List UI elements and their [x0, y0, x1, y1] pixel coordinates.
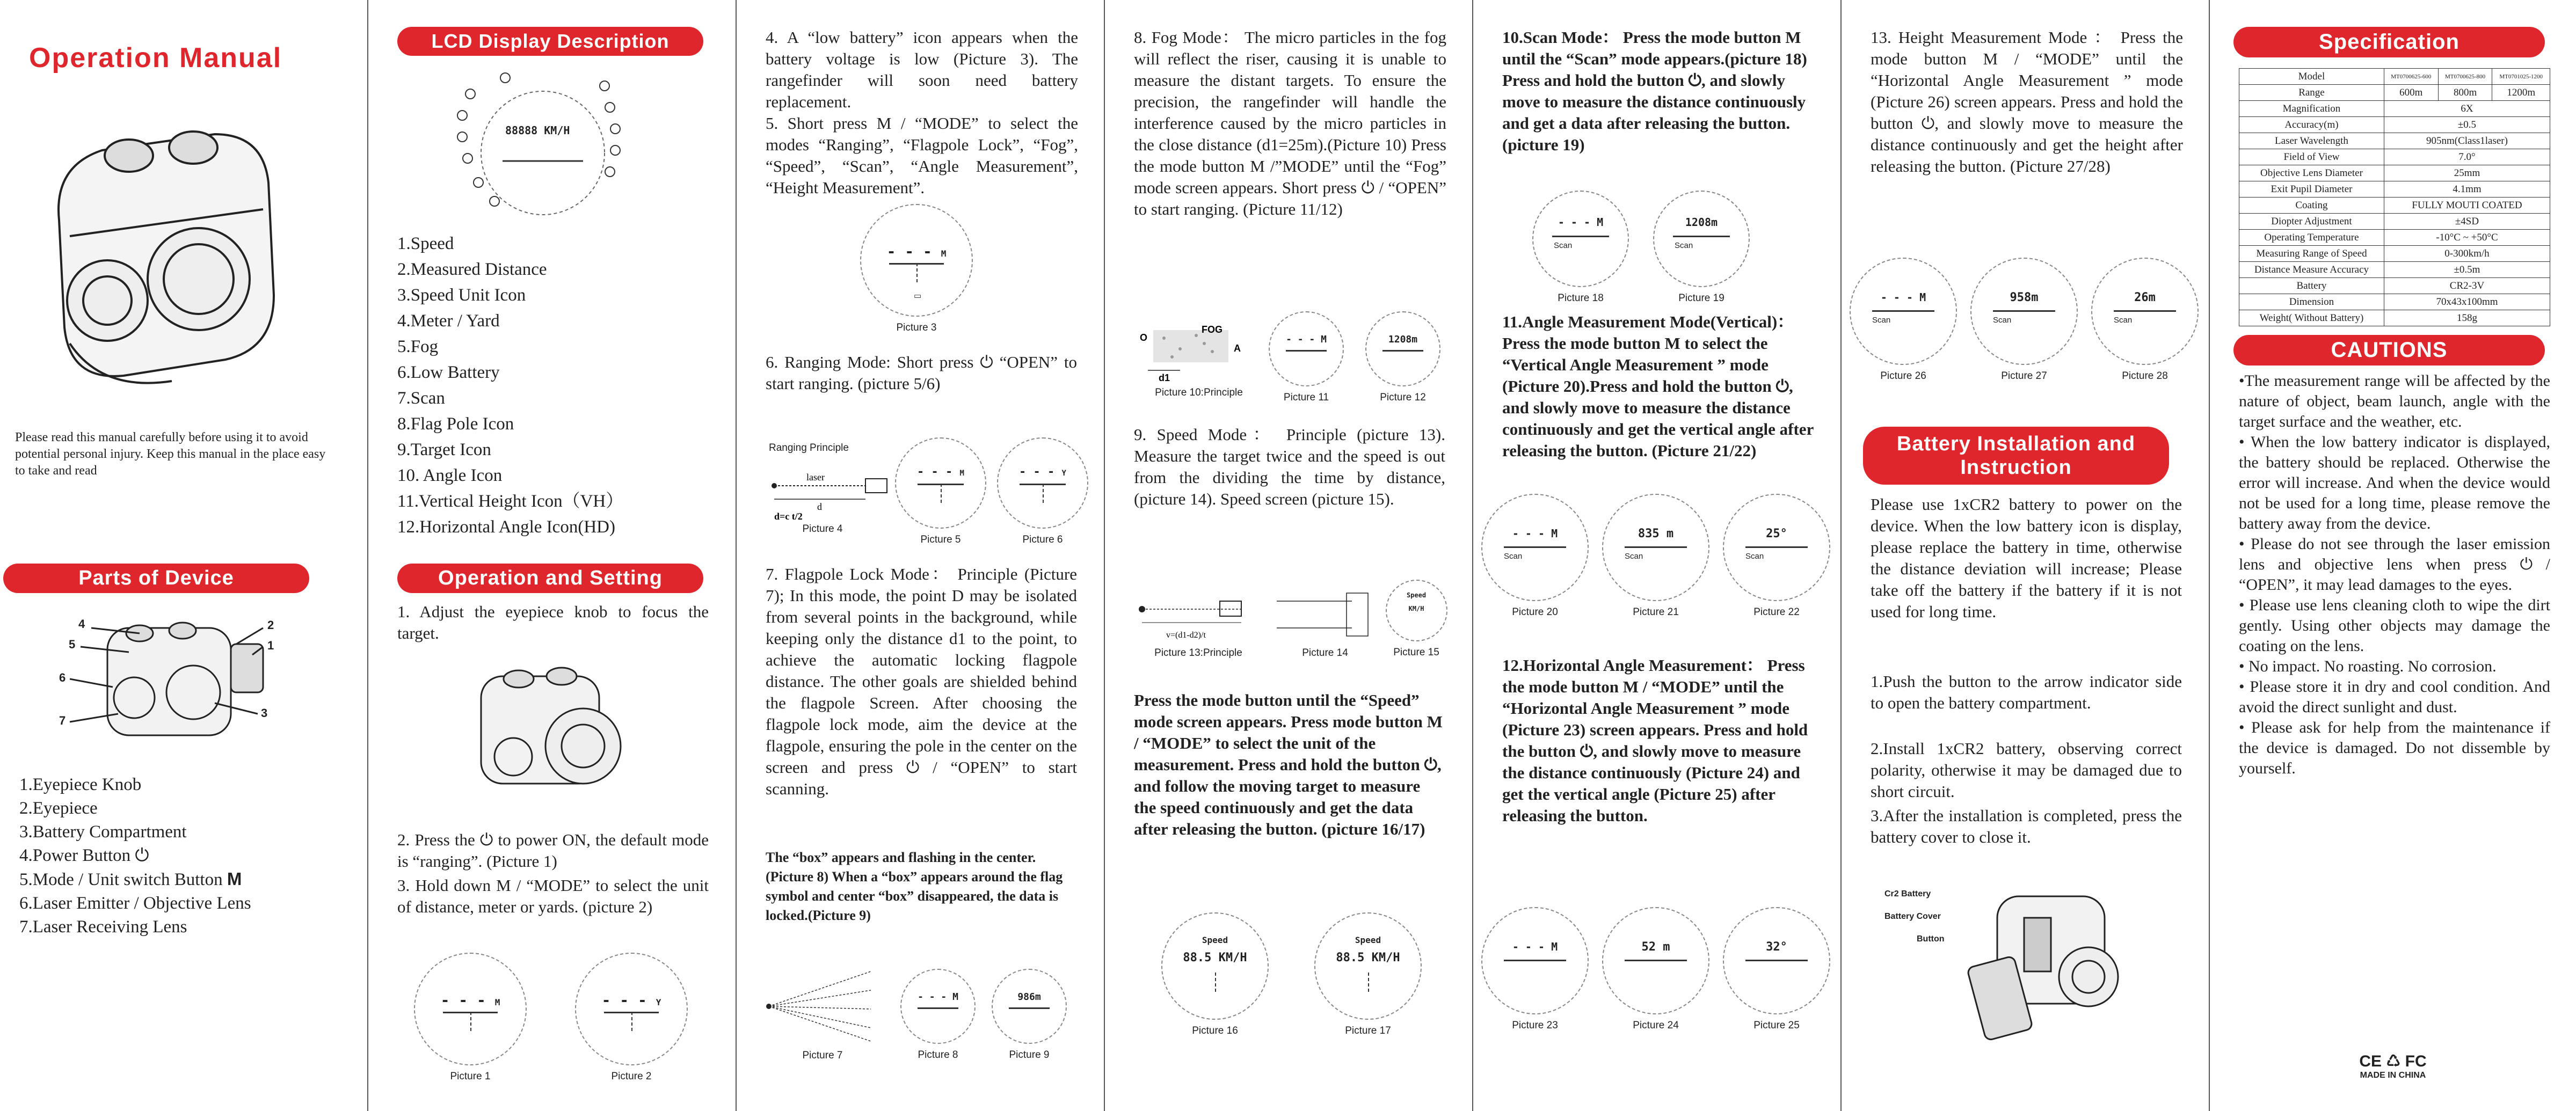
- picture-caption: Picture 14: [1302, 647, 1348, 659]
- spec-table: [2239, 68, 2550, 326]
- parts-diagram: [59, 612, 290, 757]
- picture-caption: Picture 4: [802, 523, 843, 535]
- formula: d=c t/2: [774, 511, 803, 521]
- panel-cover: [0, 0, 368, 1111]
- device-illustration: [38, 102, 285, 403]
- lcd-screen: 835 m Scan: [1602, 494, 1709, 601]
- table-row: Battery CR2-3V: [2239, 278, 2550, 294]
- step-13: 13. Height Measurement Mode ： Press the mode button M / “MODE” until the “Horizontal Angle Measurement ” mode (Picture 26) screen appears. Press and hold the button ⏻, and slowly move to measure the distance continuously and get the height after releasing the button. (Picture 27/28): [1871, 28, 2183, 176]
- lcd-screen: 26m Scan: [2091, 258, 2199, 365]
- picture-10: [1137, 319, 1261, 399]
- picture-caption: Picture 28: [2122, 370, 2168, 382]
- picture-23: [1479, 907, 1591, 1032]
- list-item: 9.Target Icon: [397, 440, 491, 459]
- picture-caption: Picture 19: [1678, 293, 1724, 304]
- step-10: 10.Scan Mode： Press the mode button M until the “Scan” mode appears.(picture 18) Press and hold the button ⏻, and slowly move to measure the distance continuously and get a data after releasing the button.(picture 19): [1502, 28, 1807, 154]
- lcd-readout: 88888 KM/H: [505, 124, 570, 137]
- speed-formula: v=(d1-d2)/t: [1166, 631, 1206, 640]
- battery-text: Please use 1xCR2 battery to power on the device. When the low battery icon is display, please replace the battery in time, otherwise the distance deviation will increase; Please take off the battery if the battery if it is not used for long time.: [1871, 495, 2182, 621]
- speed-measure-diagram: [1271, 585, 1379, 644]
- lcd-screen: - - - M Scan: [1481, 494, 1589, 601]
- lcd-screen: - - - Y: [997, 437, 1088, 529]
- step-1: 1. Adjust the eyepiece knob to focus the target.: [397, 602, 709, 642]
- table-row: Model MT0700625-600 MT0700625-800 MT0701025-1200: [2239, 69, 2550, 85]
- lcd-screen: 32°: [1723, 907, 1830, 1014]
- list-item: • No impact. No roasting. No corrosion.: [2239, 657, 2497, 675]
- fog-label: FOG: [1202, 324, 1222, 335]
- lcd-screen: - - - Y: [575, 953, 688, 1065]
- table-row: Coating FULLY MOUTI COATED: [2239, 198, 2550, 214]
- table-row: Operating Temperature -10°C ~ +50°C: [2239, 230, 2550, 246]
- lcd-screen: 1208m Scan: [1653, 191, 1750, 287]
- picture-caption: Picture 1: [450, 1071, 491, 1082]
- picture-19: [1650, 191, 1752, 304]
- picture-8: [898, 969, 978, 1061]
- picture-caption: Picture 6: [1022, 534, 1063, 545]
- panel-fog-speed: [1105, 0, 1473, 1111]
- picture-3: [855, 204, 978, 334]
- lcd-screen: Speed 88.5 KM/H: [1314, 912, 1422, 1020]
- list-item: 3.Battery Compartment: [19, 822, 187, 842]
- lcd-screen: - - - M Scan: [1850, 258, 1957, 365]
- picture-12: [1363, 311, 1443, 404]
- picture-17: [1312, 912, 1424, 1037]
- step-2: 2. Press the ⏻ to power ON, the default mode is “ranging”. (Picture 1): [397, 830, 709, 871]
- lcd-screen: - - - M: [1269, 311, 1344, 386]
- step-11: 11.Angle Measurement Mode(Vertical)： Press the mode button M to select the “Vertical Angle Measurement ” mode (Picture 20).Press and hold the button ⏻, and slowly move to measure the distance continuously and get the vertical angle after releasing the button. (Picture 21/22): [1502, 312, 1814, 460]
- list-item: • Please ask for help from the maintenance if the device is damaged. Do not dissemble by yourself.: [2239, 719, 2550, 777]
- list-item: 10. Angle Icon: [397, 466, 503, 485]
- lcd-screen: - - - M: [900, 969, 976, 1044]
- table-row: Range 600m 800m 1200m: [2239, 85, 2550, 101]
- picture-caption: Picture 12: [1380, 392, 1426, 403]
- picture-11: [1266, 311, 1347, 404]
- step-3: 3. Hold down M / “MODE” to select the unit of distance, meter or yards. (picture 2): [397, 876, 709, 916]
- list-item: 11.Vertical Height Icon（VH）: [397, 492, 624, 511]
- lcd-items-list: [397, 231, 623, 540]
- picture-25: [1720, 907, 1833, 1032]
- list-item: 4.Meter / Yard: [397, 311, 500, 331]
- callout-1: 1: [267, 639, 274, 652]
- picture-caption: Picture 15: [1393, 647, 1439, 658]
- list-item: 2.Eyepiece: [19, 799, 98, 818]
- picture-caption: Picture 3: [896, 322, 937, 333]
- panel-height-battery: [1842, 0, 2210, 1111]
- fog-o-label: O: [1140, 332, 1148, 343]
- picture-caption: Picture 11: [1283, 392, 1329, 403]
- lcd-diagram: [454, 70, 631, 225]
- picture-27: [1968, 258, 2080, 382]
- cautions-heading: CAUTIONS: [2233, 335, 2545, 366]
- picture-caption: Picture 20: [1512, 606, 1558, 618]
- table-row: Distance Measure Accuracy ±0.5m: [2239, 262, 2550, 278]
- low-battery-icon: ▭: [914, 291, 922, 301]
- picture-caption: Picture 2: [611, 1071, 652, 1082]
- callout-5: 5: [69, 638, 76, 651]
- label-cr2-battery: Cr2 Battery: [1884, 889, 1931, 898]
- lcd-screen: 986m: [992, 969, 1067, 1044]
- picture-2: [572, 953, 690, 1083]
- ranging-principle-diagram: [769, 456, 892, 521]
- picture-caption: Picture 26: [1880, 370, 1926, 382]
- list-item: 8.Flag Pole Icon: [397, 414, 514, 434]
- safety-note: Please read this manual carefully before using it to avoid potential personal injury. Keep this manual in the place easy to take and read: [15, 430, 326, 478]
- table-row: Accuracy(m) ±0.5: [2239, 117, 2550, 133]
- picture-6: [994, 437, 1091, 546]
- list-item: 6.Laser Emitter / Objective Lens: [19, 894, 251, 913]
- picture-9: [989, 969, 1069, 1061]
- list-item: • Please use lens cleaning cloth to wipe the dirt gently. Using other objects may damage the coating on the lens.: [2239, 596, 2550, 655]
- table-row: Laser Wavelength 905nm(Class1laser): [2239, 133, 2550, 149]
- label-battery-cover: Battery Cover: [1884, 912, 1941, 921]
- list-item: 7.Laser Receiving Lens: [19, 917, 187, 937]
- list-item: 1.Speed: [397, 234, 454, 253]
- panel-spec-cautions: [2210, 0, 2576, 1111]
- spec-heading: Specification: [2233, 27, 2545, 57]
- fog-principle-diagram: [1137, 319, 1261, 384]
- picture-13: [1134, 585, 1263, 659]
- manual-title: Operation Manual: [29, 42, 282, 74]
- picture-caption: Picture 5: [920, 534, 961, 545]
- picture-caption: Picture 23: [1512, 1020, 1558, 1031]
- mode-m-icon: M: [227, 869, 242, 889]
- speed-instructions: Press the mode button until the “Speed” mode screen appears. Press mode button M / “MODE” to select the unit of the measurement. Press and hold the button ⏻, and follow the moving target to measure the speed continuously and get the data after releasing the button. (picture 16/17): [1134, 691, 1443, 838]
- laser-label: laser: [806, 472, 825, 483]
- battery-heading: Battery Installation and Instruction: [1863, 427, 2169, 485]
- lcd-screen: - - - M: [414, 953, 527, 1065]
- picture-18: [1530, 191, 1632, 304]
- battery-device-illustration: [1965, 886, 2137, 1047]
- list-item: 7.Scan: [397, 389, 445, 408]
- picture-caption: Picture 27: [2001, 370, 2047, 382]
- lcd-screen: - - - M ▭: [860, 204, 973, 317]
- picture-caption: Picture 16: [1192, 1025, 1238, 1036]
- picture-caption: Picture 13:Principle: [1154, 647, 1242, 659]
- panel-modes: [737, 0, 1105, 1111]
- list-item: 5.Fog: [397, 337, 439, 356]
- table-row: Measuring Range of Speed 0-300km/h: [2239, 246, 2550, 262]
- picture-22: [1720, 494, 1833, 618]
- ranging-principle-label: Ranging Principle: [769, 442, 849, 454]
- table-row: Weight( Without Battery) 158g: [2239, 310, 2550, 326]
- callout-2: 2: [267, 618, 274, 632]
- picture-24: [1599, 907, 1712, 1032]
- step-5: 5. Short press M / “MODE” to select the modes “Ranging”, “Flagpole Lock”, “Fog”, “Speed”, “Scan”, “Angle Measurement”, “Height Measurement”.: [766, 114, 1078, 197]
- parts-heading: Parts of Device: [3, 564, 309, 593]
- certification-block: [2210, 1052, 2576, 1080]
- table-row: Exit Pupil Diameter 4.1mm: [2239, 181, 2550, 198]
- battery-labels: [1884, 883, 1945, 951]
- table-row: Field of View 7.0°: [2239, 149, 2550, 165]
- list-item: 12.Horizontal Angle Icon(HD): [397, 517, 615, 537]
- picture-caption: Picture 24: [1633, 1020, 1679, 1031]
- speed-label: Speed: [1202, 935, 1228, 945]
- picture-caption: Picture 21: [1633, 606, 1679, 618]
- fog-d1-label: d1: [1159, 372, 1170, 383]
- label-button: Button: [1917, 934, 1945, 944]
- panel-lcd: [368, 0, 737, 1111]
- list-item: 4.Power Button ⏻: [19, 846, 149, 865]
- table-row: Objective Lens Diameter 25mm: [2239, 165, 2550, 181]
- speed-label: Speed: [1355, 935, 1381, 945]
- device-side-illustration: [460, 644, 637, 821]
- picture-14: [1271, 585, 1379, 659]
- step-7-bold: The “box” appears and flashing in the center.(Picture 8) When a “box” appears around the flag symbol and center “box” disappeared, the data is locked.(Picture 9): [766, 850, 1063, 923]
- power-icon: ⏻: [135, 846, 149, 865]
- list-item: 2.Measured Distance: [397, 260, 547, 279]
- lcd-screen: 52 m: [1602, 907, 1709, 1014]
- callout-7: 7: [59, 714, 66, 727]
- lcd-screen: Speed 88.5 KM/H: [1161, 912, 1269, 1020]
- step-12: 12.Horizontal Angle Measurement： Press the mode button M / “MODE” until the “Horizontal Angle Measurement ” mode (Picture 23) screen appears. Press and hold the button ⏻, and slowly move to measure the distance continuously (Picture 24) and get the vertical angle (Picture 25) after releasing the button.: [1502, 656, 1808, 825]
- picture-caption: Picture 10:Principle: [1155, 387, 1243, 398]
- operation-heading: Operation and Setting: [397, 564, 703, 593]
- step-6: 6. Ranging Mode: Short press ⏻ “OPEN” to start ranging. (picture 5/6): [766, 353, 1077, 393]
- picture-28: [2089, 258, 2201, 382]
- lcd-screen: 958m Scan: [1970, 258, 2078, 365]
- lcd-screen: 1208m: [1365, 311, 1440, 386]
- fog-a-label: A: [1234, 343, 1241, 354]
- list-item: 3.Speed Unit Icon: [397, 286, 526, 305]
- parts-list: [19, 773, 251, 939]
- picture-15: [1384, 580, 1449, 659]
- callout-4: 4: [78, 617, 85, 631]
- speed-label: Speed: [1406, 591, 1427, 599]
- list-item: • When the low battery indicator is displayed, the battery should be replaced. Otherwise the error will increase. And when the device would not be used for a long time, please remove the battery away from the device.: [2239, 433, 2550, 532]
- picture-21: [1599, 494, 1712, 618]
- lcd-screen: 25° Scan: [1723, 494, 1830, 601]
- list-item: • Please do not see through the laser emission lens and objective lens when press ⏻ / “OPEN”, it may lead damages to the eyes.: [2239, 535, 2550, 594]
- picture-16: [1159, 912, 1271, 1037]
- flagpole-diagram: [763, 966, 882, 1047]
- list-item: 1.Eyepiece Knob: [19, 775, 142, 794]
- step-8: 8. Fog Mode： The micro particles in the fog will reflect the riser, causing it is unable to measure the distant targets. To ensure the precision, the rangefinder will handle the interference caused by the micro particles in the close distance (d1=25m).(Picture 10) Press the mode button M /”MODE” until the “Fog” mode screen appears. Short press ⏻ / “OPEN” to start ranging. (Picture 11/12): [1134, 28, 1446, 218]
- lcd-screen: - - - M: [895, 437, 986, 529]
- callout-6: 6: [59, 671, 66, 684]
- step-7: 7. Flagpole Lock Mode： Principle (Picture 7); In this mode, the point D may be isolated from several points in the background, while keeping only the distance d1 to the point, to achieve the automatic locking flagpole distance. The other goals are shielded behind the flagpole Screen. After choosing the flagpole lock mode, aim the device at the flagpole, ensuring the pole in the center on the screen and press ⏻ / “OPEN” to start scanning.: [766, 565, 1077, 798]
- list-item: • Please store it in dry and cool condition. And avoid the direct sunlight and dust.: [2239, 678, 2550, 716]
- step-9: 9. Speed Mode： Principle (picture 13). Measure the target twice and the speed is out from the dividing the time by distance, (picture 14). Speed screen (picture 15).: [1134, 425, 1445, 508]
- speed-principle-diagram: [1134, 585, 1263, 644]
- picture-caption: Picture 18: [1558, 293, 1604, 304]
- table-row: Magnification 6X: [2239, 101, 2550, 117]
- table-row: Dimension 70x43x100mm: [2239, 294, 2550, 310]
- battery-step-2: 2.Install 1xCR2 battery, observing correct polarity, otherwise it may be damaged due to short circuit.: [1871, 739, 2182, 801]
- picture-caption: Picture 22: [1753, 606, 1800, 618]
- picture-caption: Picture 25: [1753, 1020, 1800, 1031]
- made-in-label: MADE IN CHINA: [2360, 1071, 2426, 1080]
- callout-3: 3: [261, 706, 268, 720]
- picture-4: [769, 440, 876, 535]
- list-item: •The measurement range will be affected by the nature of object, beam launch, angle with the target surface and the weather, etc.: [2239, 372, 2550, 430]
- cautions-list: [2239, 371, 2550, 779]
- picture-7: [763, 966, 882, 1062]
- lcd-heading: LCD Display Description: [397, 27, 703, 56]
- table-row: Diopter Adjustment ±4SD: [2239, 214, 2550, 230]
- cert-marks: CE ♺ FC: [2359, 1052, 2427, 1070]
- list-item: 5.Mode / Unit switch Button M: [19, 869, 242, 889]
- battery-step-1: 1.Push the button to the arrow indicator side to open the battery compartment.: [1871, 672, 2182, 712]
- lcd-screen: Speed KM/H: [1386, 580, 1447, 641]
- picture-caption: Picture 9: [1009, 1049, 1050, 1061]
- d-label: d: [817, 501, 822, 512]
- picture-caption: Picture 17: [1345, 1025, 1391, 1036]
- lcd-screen: - - - M: [1481, 907, 1589, 1014]
- picture-5: [892, 437, 989, 546]
- picture-1: [411, 953, 529, 1083]
- picture-26: [1847, 258, 1960, 382]
- step-4: 4. A “low battery” icon appears when the battery voltage is low (Picture 3). The rangefinder will soon need battery replacement.: [766, 28, 1078, 111]
- picture-caption: Picture 8: [918, 1049, 958, 1061]
- picture-20: [1479, 494, 1591, 618]
- panel-scan-angle: [1473, 0, 1842, 1111]
- list-item: 6.Low Battery: [397, 363, 500, 382]
- picture-caption: Picture 7: [802, 1050, 843, 1061]
- battery-step-3: 3.After the installation is completed, press the battery cover to close it.: [1871, 806, 2182, 846]
- lcd-screen: - - - M Scan: [1532, 191, 1629, 287]
